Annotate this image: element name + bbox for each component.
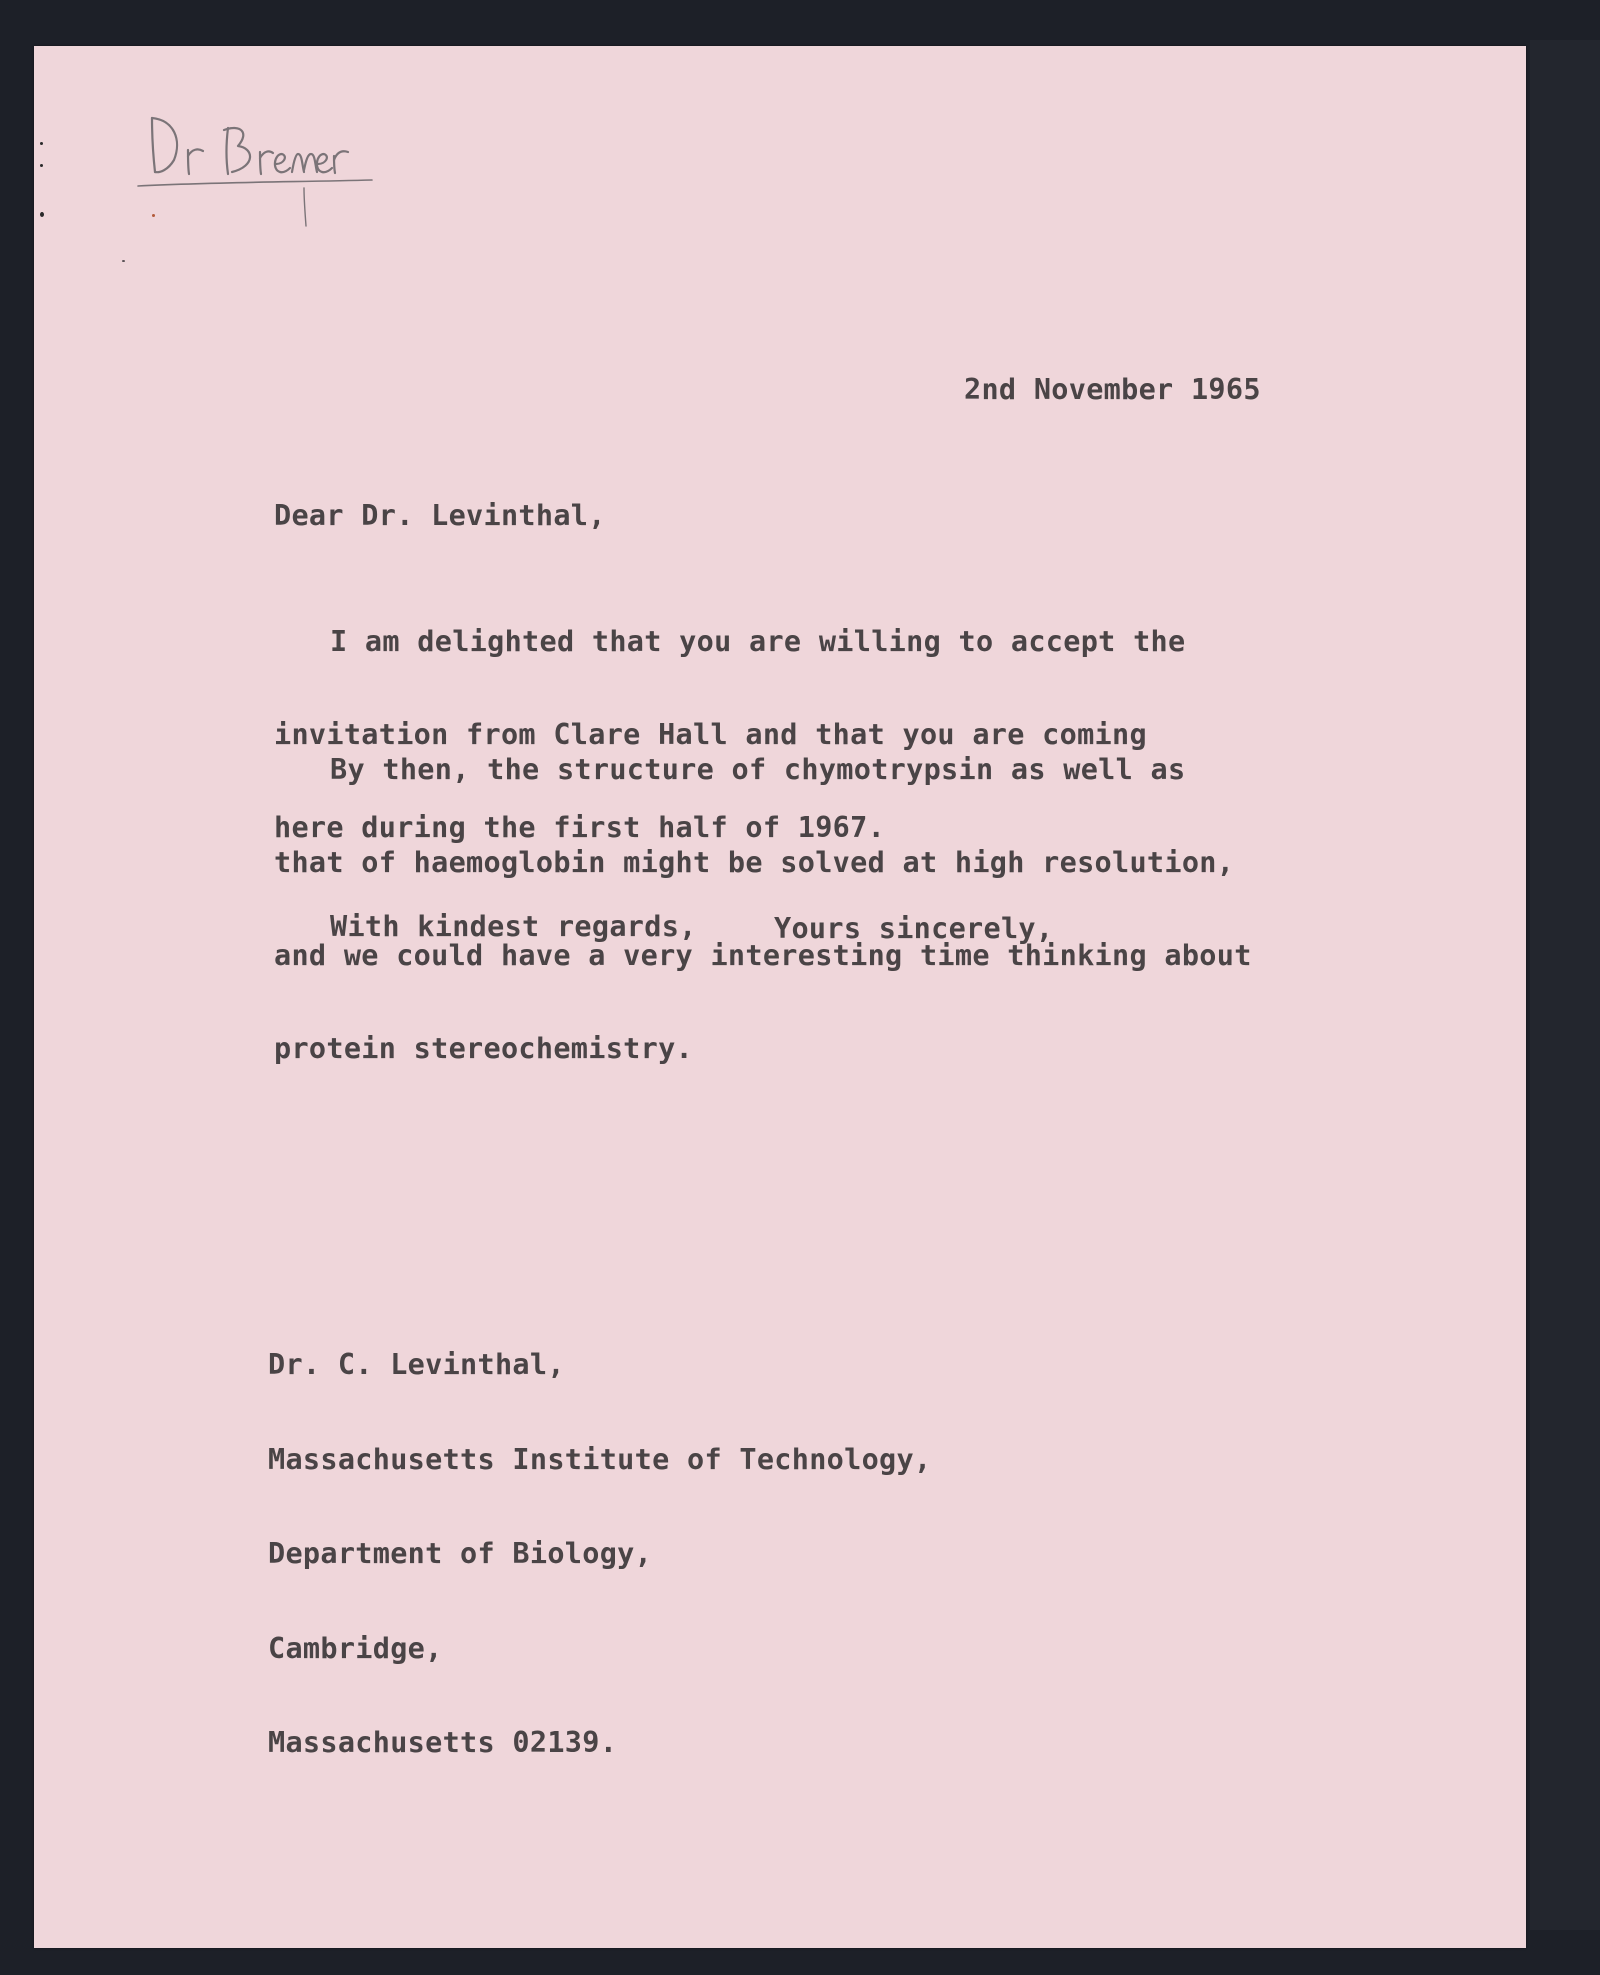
ink-speck [152,214,155,217]
address-line: Cambridge, [268,1631,443,1665]
ink-speck [122,260,125,262]
paragraph-line: invitation from Clare Hall and that you are coming [274,718,1147,751]
salutation: Dear Dr. Levinthal, [274,499,606,532]
paragraph-line: and we could have a very interesting time thinking about [274,939,1252,972]
recipient-address [268,1286,931,1822]
address-line: Dr. C. Levinthal, [268,1348,565,1381]
paragraph-line: I am delighted that you are willing to accept the [330,625,1186,658]
paragraph-line: By then, the structure of chymotrypsin as well as [330,753,1186,786]
letter-date: 2nd November 1965 [964,373,1261,406]
letter-page [34,46,1526,1948]
paragraph-line: With kindest regards, [330,910,697,943]
punch-mark [40,212,44,217]
paragraph [274,849,697,1004]
punch-mark [40,164,43,167]
closing: Yours sincerely, [774,912,1054,945]
punch-mark [40,142,43,145]
handwritten-annotation [108,76,378,246]
paragraph-line: that of haemoglobin might be solved at high resolution, [274,846,1235,879]
address-line: Department of Biology, [268,1537,653,1570]
backing-board [1530,40,1600,1930]
paragraph-line: protein stereochemistry. [274,1032,694,1065]
address-line: Massachusetts 02139. [268,1726,618,1759]
address-line: Massachusetts Institute of Technology, [268,1442,932,1476]
paragraph-line: here during the first half of 1967. [274,811,886,844]
